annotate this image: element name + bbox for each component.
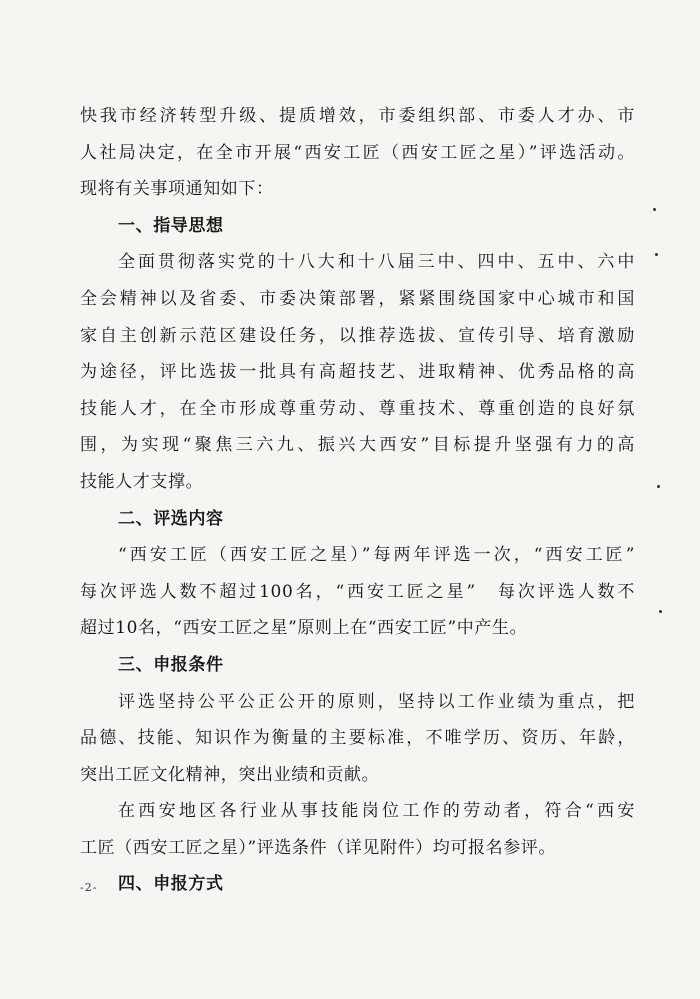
paragraph-line: 品德、技能、知识作为衡量的主要标准，不唯学历、资历、年龄， xyxy=(80,728,635,749)
paragraph-line: 全会精神以及省委、市委决策部署，紧紧围绕国家中心城市和国 xyxy=(80,288,635,309)
paragraph-line: 家自主创新示范区建设任务，以推荐选拔、宣传引导、培育激励 xyxy=(80,325,635,346)
scan-speck xyxy=(653,208,656,211)
paragraph-line: 现将有关事项通知如下： xyxy=(80,179,274,200)
section-heading-guiding-ideology: 一、指导思想 xyxy=(118,215,224,236)
paragraph-line: 全面贯彻落实党的十八大和十八届三中、四中、五中、六中 xyxy=(118,252,635,273)
scan-speck xyxy=(655,253,658,256)
body-text xyxy=(80,98,635,903)
paragraph-line: 在西安地区各行业从事技能岗位工作的劳动者，符合“西安 xyxy=(118,801,635,822)
paragraph-line: 人社局决定，在全市开展“西安工匠（西安工匠之星）”评选活动。 xyxy=(80,142,635,163)
paragraph-line: 技能人才，在全市形成尊重劳动、尊重技术、尊重创造的良好氛 xyxy=(80,398,635,419)
section-heading-application-method: 四、申报方式 xyxy=(118,874,224,895)
paragraph-line: 技能人才支撑。 xyxy=(80,471,204,492)
paragraph-line: 为途径，评比选拔一批具有高超技艺、进取精神、优秀品格的高 xyxy=(80,362,635,383)
section-heading-selection-content: 二、评选内容 xyxy=(118,508,224,529)
scan-speck xyxy=(659,610,662,613)
paragraph-line: 工匠（西安工匠之星）”评选条件（详见附件）均可报名参评。 xyxy=(80,837,556,858)
paragraph-line: 突出工匠文化精神，突出业绩和贡献。 xyxy=(80,764,380,785)
paragraph-line: 快我市经济转型升级、提质增效，市委组织部、市委人才办、市 xyxy=(80,106,635,126)
paragraph-line: “西安工匠（西安工匠之星）”每两年评选一次，“西安工匠” xyxy=(118,545,635,566)
paragraph-line: 围，为实现“聚焦三六九、振兴大西安”目标提升坚强有力的高 xyxy=(80,435,635,456)
page-number: -2- xyxy=(80,881,98,894)
paragraph-line: 评选坚持公平公正公开的原则，坚持以工作业绩为重点，把 xyxy=(118,691,635,712)
paragraph-line: 每次评选人数不超过100名，“西安工匠之星” 每次评选人数不 xyxy=(80,581,635,602)
scan-speck xyxy=(657,485,660,488)
paragraph-line: 超过10名，“西安工匠之星”原则上在“西安工匠”中产生。 xyxy=(80,618,528,639)
section-heading-application-conditions: 三、申报条件 xyxy=(118,654,224,675)
